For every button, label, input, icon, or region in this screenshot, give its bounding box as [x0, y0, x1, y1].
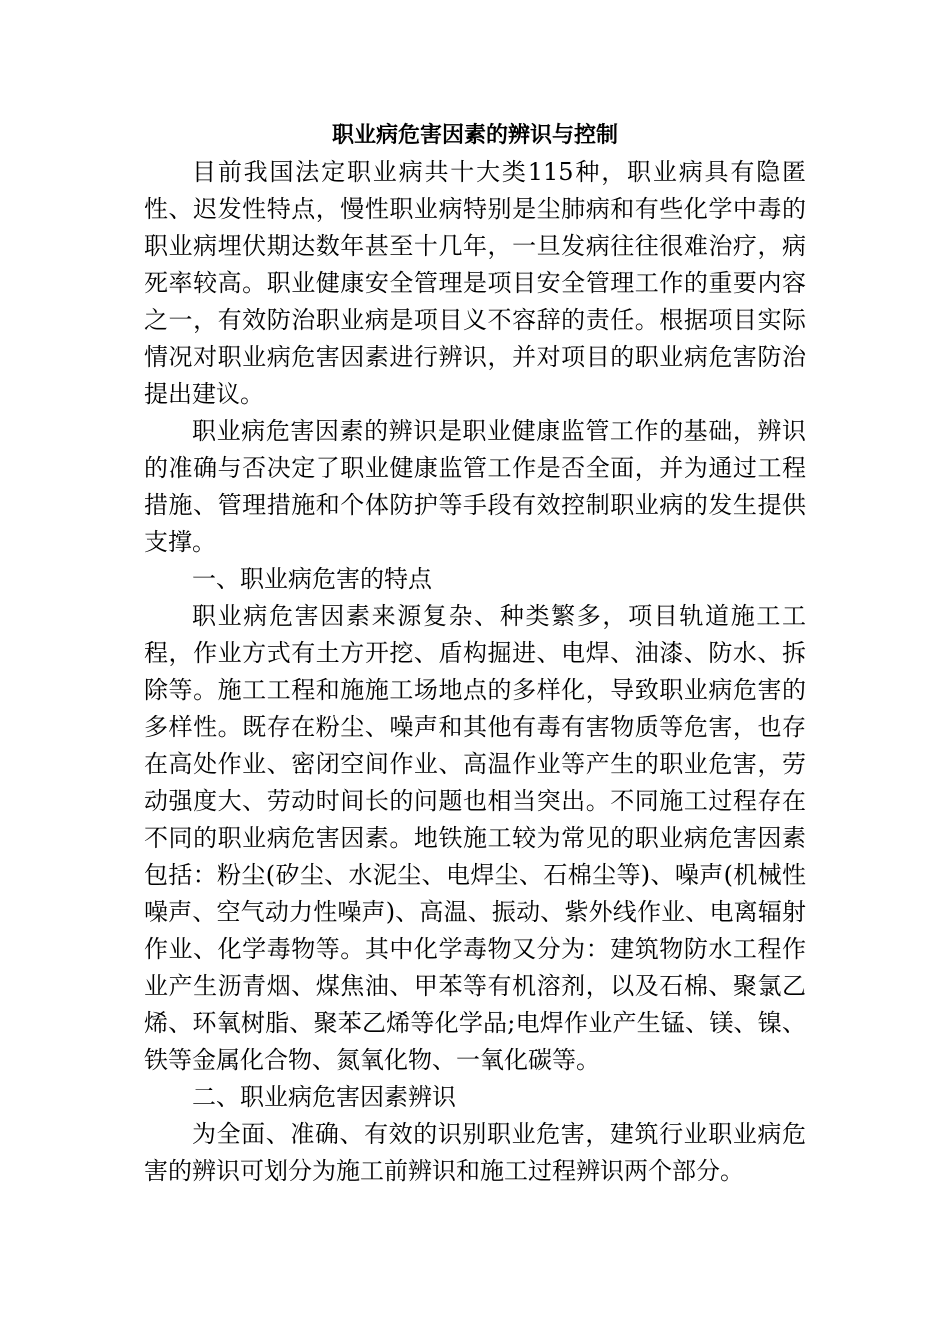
paragraph-intro: 目前我国法定职业病共十大类115种，职业病具有隐匿性、迟发性特点，慢性职业病特别是尘肺病和有些化学中毒的职业病埋伏期达数年甚至十几年，一旦发病往往很难治疗，病死率较高。职业健康安全管理是项目安全管理工作的重要内容之一，有效防治职业病是项目义不容辞的责任。根据项目实际情况对职业病危害因素进行辨识，并对项目的职业病危害防治提出建议。	[144, 158, 806, 408]
document-title: 职业病危害因素的辨识与控制	[331, 123, 618, 148]
paragraph-identification: 为全面、准确、有效的识别职业危害，建筑行业职业病危害的辨识可划分为施工前辨识和施工过程辨识两个部分。	[144, 1120, 806, 1185]
section-heading-identification: 二、职业病危害因素辨识	[192, 1083, 456, 1111]
document-body	[144, 154, 806, 1190]
paragraph-identification-basis: 职业病危害因素的辨识是职业健康监管工作的基础，辨识的准确与否决定了职业健康监管工作是否全面，并为通过工程措施、管理措施和个体防护等手段有效控制职业病的发生提供支撑。	[144, 417, 806, 556]
paragraph-characteristics: 职业病危害因素来源复杂、种类繁多，项目轨道施工工程，作业方式有土方开挖、盾构掘进、电焊、油漆、防水、拆除等。施工工程和施施工场地点的多样化，导致职业病危害的多样性。既存在粉尘、噪声和其他有毒有害物质等危害，也存在高处作业、密闭空间作业、高温作业等产生的职业危害，劳动强度大、劳动时间长的问题也相当突出。不同施工过程存在不同的职业病危害因素。地铁施工较为常见的职业病危害因素包括：粉尘(矽尘、水泥尘、电焊尘、石棉尘等)、噪声(机械性噪声、空气动力性噪声)、高温、振动、紫外线作业、电离辐射作业、化学毒物等。其中化学毒物又分为：建筑物防水工程作业产生沥青烟、煤焦油、甲苯等有机溶剂，以及石棉、聚氯乙烯、环氧树脂、聚苯乙烯等化学品;电焊作业产生锰、镁、镍、铁等金属化合物、氮氧化物、一氧化碳等。	[144, 602, 806, 1074]
section-heading-characteristics: 一、职业病危害的特点	[192, 565, 432, 593]
